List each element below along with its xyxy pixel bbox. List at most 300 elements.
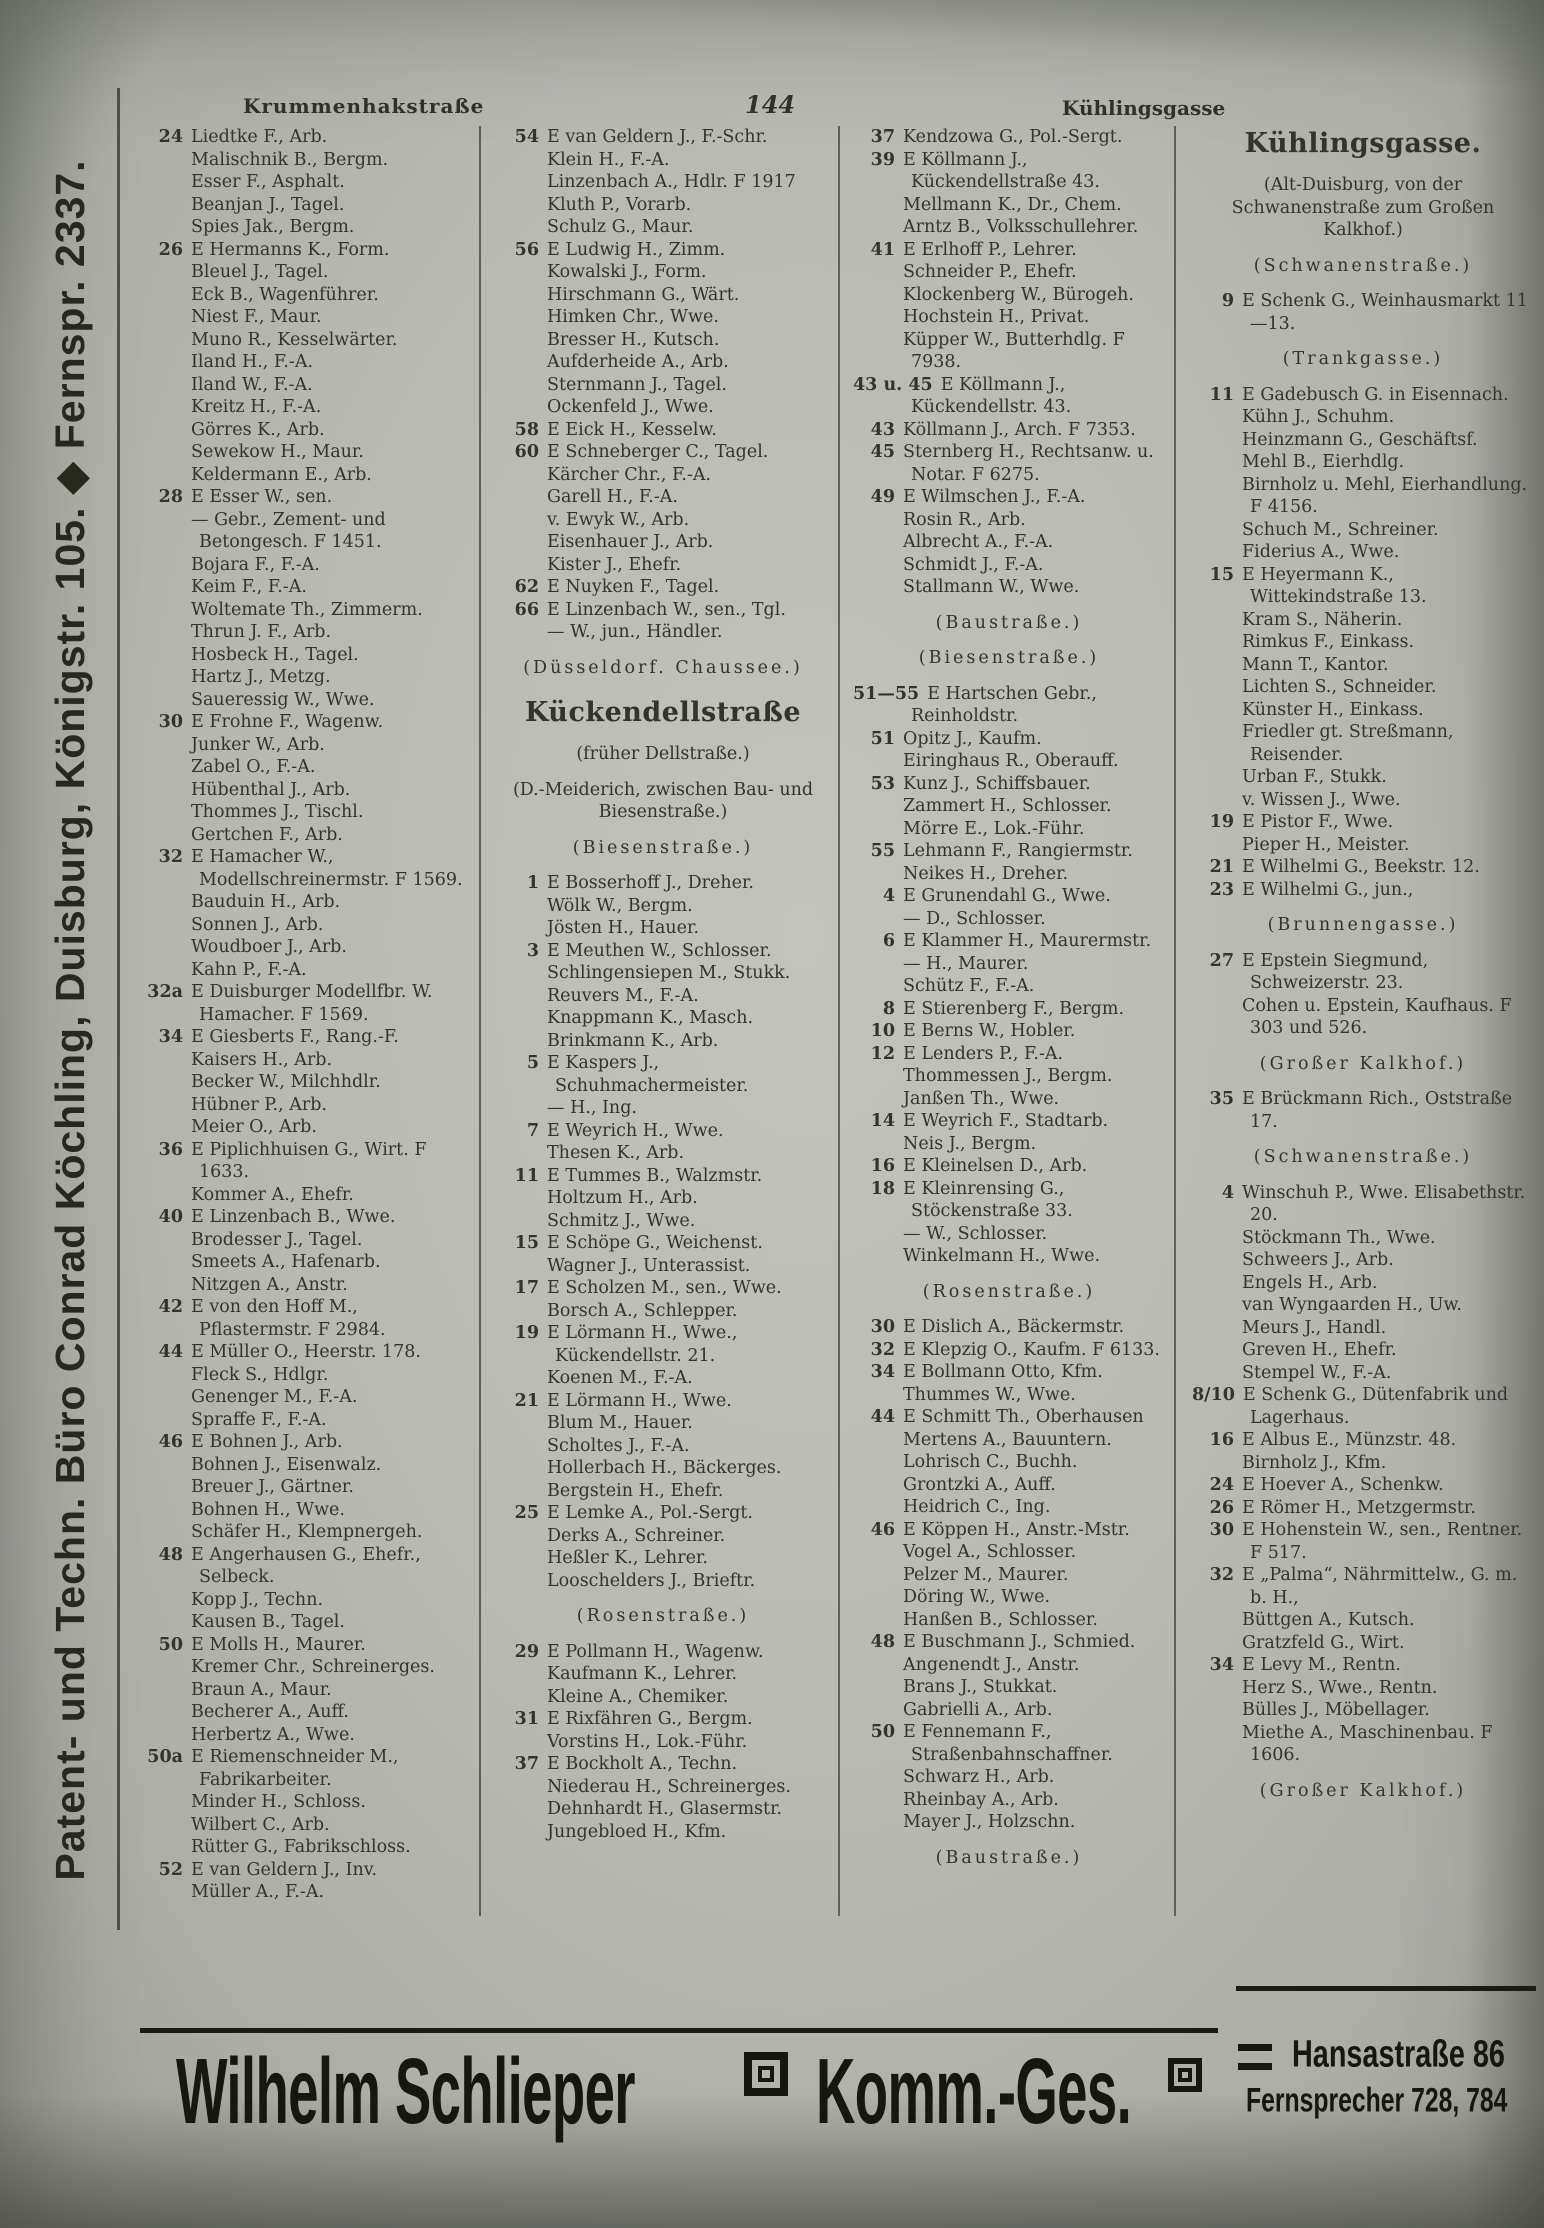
directory-entry — [1192, 384, 1534, 407]
left-margin-ad-text: Patent- und Techn. Büro Conrad Köchling, Duisburg, Königstr. 105. ◆ Fernspr. 2337. — [47, 159, 93, 1881]
entry-text: E Hohenstein W., sen., Rentner. F 517. — [1242, 1520, 1523, 1563]
house-number: 56 — [514, 239, 539, 260]
directory-entry — [853, 750, 1165, 773]
directory-entry — [853, 554, 1165, 577]
directory-entry — [1192, 519, 1534, 542]
directory-entry — [141, 1634, 473, 1657]
house-number: 62 — [514, 577, 539, 597]
directory-entry — [853, 1245, 1165, 1268]
directory-entry — [141, 171, 473, 194]
entry-text: — H., Ing. — [547, 1098, 637, 1118]
entry-text: E Buschmann J., Schmied. — [903, 1632, 1136, 1652]
directory-entry — [853, 261, 1165, 284]
house-number: 32 — [1209, 1565, 1234, 1585]
house-number: 8 — [882, 998, 895, 1019]
house-number: 37 — [870, 127, 895, 147]
entry-text: Hübenthal J., Arb. — [191, 779, 351, 800]
entry-text: Künster H., Einkass. — [1242, 699, 1424, 720]
entry-text: Heidrich C., Ing. — [903, 1497, 1051, 1517]
house-number: 32 — [158, 847, 183, 867]
column-divider-1 — [479, 126, 481, 1916]
directory-entry — [1192, 564, 1534, 609]
entry-text: Beanjan J., Tagel. — [191, 194, 345, 215]
entry-text: Bojara F., F.-A. — [191, 554, 320, 575]
entry-text: Hübner P., Arb. — [191, 1094, 327, 1115]
directory-entry — [497, 554, 829, 577]
house-number: 24 — [1209, 1475, 1234, 1495]
house-number: 53 — [870, 773, 895, 794]
entry-text: Schlingensiepen M., Stukk. — [547, 963, 791, 983]
entry-text: Döring W., Wwe. — [903, 1587, 1051, 1607]
entry-text: Köllmann J., Arch. F 7353. — [903, 419, 1136, 440]
directory-entry — [1192, 721, 1534, 766]
directory-entry — [141, 1476, 473, 1499]
house-number: 24 — [158, 127, 183, 147]
entry-text: Eck B., Wagenführer. — [191, 284, 379, 305]
entry-text: Fleck S., Hdlgr. — [191, 1364, 329, 1385]
directory-entry — [497, 1007, 829, 1030]
directory-entry — [1192, 1384, 1534, 1429]
entry-text: Fiderius A., Wwe. — [1242, 542, 1400, 562]
house-number: 51 — [870, 728, 895, 749]
house-number: 19 — [514, 1323, 539, 1343]
house-number: 48 — [870, 1632, 895, 1652]
entry-text: Muno R., Kesselwärter. — [191, 329, 398, 350]
directory-entry — [853, 1065, 1165, 1088]
entry-text: Thummes W., Wwe. — [903, 1384, 1076, 1405]
directory-entry — [497, 1412, 829, 1435]
entry-text: Garell H., F.-A. — [547, 487, 678, 507]
entry-text: v. Ewyk W., Arb. — [547, 509, 690, 530]
directory-entry — [141, 846, 473, 891]
entry-text: Grontzki A., Auff. — [903, 1474, 1056, 1495]
house-number: 34 — [1209, 1655, 1234, 1675]
directory-entry — [853, 1339, 1165, 1362]
column-divider-3 — [1174, 126, 1176, 1916]
directory-entry — [141, 464, 473, 487]
directory-entry — [141, 1094, 473, 1117]
directory-entry — [141, 1071, 473, 1094]
entry-text: Miethe A., Maschinenbau. F 1606. — [1242, 1722, 1493, 1765]
directory-entry — [853, 885, 1165, 908]
entry-text: Bülles J., Möbellager. — [1242, 1700, 1430, 1720]
house-number: 35 — [1209, 1089, 1234, 1109]
directory-entry — [141, 1881, 473, 1904]
directory-entry — [853, 329, 1165, 374]
house-number: 36 — [158, 1139, 183, 1160]
entry-text: E Klepzig O., Kaufm. F 6133. — [903, 1339, 1160, 1360]
directory-entry — [141, 554, 473, 577]
entry-text: E Riemenschneider M., Fabrikarbeiter. — [191, 1747, 399, 1790]
entry-text: Becherer A., Auff. — [191, 1702, 349, 1722]
entry-text: Woudboer J., Arb. — [191, 937, 347, 957]
entry-text: Hochstein H., Privat. — [903, 307, 1090, 327]
house-number: 12 — [870, 1043, 895, 1064]
directory-entry — [853, 1316, 1165, 1339]
entry-text: Greven H., Ehefr. — [1242, 1340, 1397, 1360]
entry-text: E Fennemann F., Straßenbahnschaffner. — [903, 1722, 1113, 1765]
entry-text: Kremer Chr., Schreinerges. — [191, 1657, 435, 1677]
directory-entry — [853, 840, 1165, 863]
entry-text: Niest F., Maur. — [191, 307, 322, 327]
entry-text: Schäfer H., Klempnergeh. — [191, 1522, 423, 1542]
house-number: 55 — [870, 841, 895, 861]
directory-entry — [497, 1708, 829, 1731]
directory-entry — [141, 1409, 473, 1432]
entry-text: Junker W., Arb. — [191, 734, 325, 755]
entry-text: Urban F., Stukk. — [1242, 767, 1387, 787]
directory-entry — [1192, 856, 1534, 879]
directory-entry — [1192, 631, 1534, 654]
entry-text: Hirschmann G., Wärt. — [547, 284, 740, 305]
directory-entry — [497, 1798, 829, 1821]
entry-text: Wagner J., Unterassist. — [547, 1255, 751, 1276]
entry-text: Iland H., F.-A. — [191, 352, 314, 372]
cross-street-note: (Düsseldorf. Chaussee.) — [523, 657, 803, 678]
directory-entry — [141, 306, 473, 329]
directory-entry — [141, 1184, 473, 1207]
entry-text: E Piplichhuisen G., Wirt. F 1633. — [191, 1139, 427, 1182]
directory-entry — [497, 374, 829, 397]
directory-entry — [1192, 406, 1534, 429]
directory-entry — [853, 419, 1165, 442]
entry-text: Stempel W., F.-A. — [1242, 1362, 1392, 1383]
entry-text: E Bosserhoff J., Dreher. — [547, 873, 754, 893]
entry-text: E Lörmann H., Wwe., Kückendellstr. 21. — [547, 1323, 738, 1366]
entry-text: Kühn J., Schuhm. — [1242, 407, 1395, 427]
entry-text: Schweers J., Arb. — [1242, 1250, 1394, 1270]
directory-entry — [497, 239, 829, 262]
directory-entry — [497, 1547, 829, 1570]
entry-text: Saueressig W., Wwe. — [191, 689, 375, 710]
entry-text: E Bockholt A., Techn. — [547, 1754, 738, 1774]
entry-text: Kendzowa G., Pol.-Sergt. — [903, 127, 1123, 147]
entry-text: Heinzmann G., Geschäftsf. — [1242, 429, 1478, 450]
directory-entry — [1192, 1654, 1534, 1677]
square-ornament-icon — [744, 2052, 788, 2096]
entry-text: Albrecht A., F.-A. — [903, 532, 1054, 552]
entry-text: E Wilhelmi G., Beekstr. 12. — [1242, 857, 1480, 877]
entry-text: E Klammer H., Maurermstr. — [903, 931, 1152, 951]
entry-text: Bleuel J., Tagel. — [191, 262, 329, 282]
directory-entry — [141, 1589, 473, 1612]
entry-text: Pieper H., Meister. — [1242, 834, 1410, 855]
house-number: 44 — [870, 1407, 895, 1427]
directory-entry — [141, 1116, 473, 1139]
directory-entry — [497, 1525, 829, 1548]
footer-ad-rule-right — [1236, 1986, 1536, 1991]
directory-entry — [141, 891, 473, 914]
directory-entry — [497, 985, 829, 1008]
entry-text: Hosbeck H., Tagel. — [191, 644, 359, 665]
directory-entry — [497, 261, 829, 284]
entry-text: E Hermanns K., Form. — [191, 239, 390, 260]
entry-text: Sewekow H., Maur. — [191, 442, 364, 462]
house-number: 26 — [1209, 1497, 1234, 1518]
directory-entry — [497, 1097, 829, 1120]
entry-text: Winkelmann H., Wwe. — [903, 1246, 1101, 1266]
square-ornament-inner — [758, 2066, 774, 2082]
directory-column-1 — [141, 126, 473, 1922]
directory-entry — [853, 576, 1165, 599]
entry-text: E Duisburger Modellfbr. W. Hamacher. F 1569. — [191, 982, 433, 1025]
directory-entry — [853, 908, 1165, 931]
directory-entry — [853, 795, 1165, 818]
house-number: 15 — [514, 1233, 539, 1253]
directory-entry — [853, 1789, 1165, 1812]
entry-text: E Esser W., sen. — [191, 487, 333, 507]
entry-text: Mayer J., Holzschn. — [903, 1812, 1076, 1832]
house-number: 52 — [158, 1859, 183, 1880]
directory-entry — [1192, 879, 1534, 902]
entry-text: Sternmann J., Tagel. — [547, 374, 727, 395]
directory-entry — [1192, 834, 1534, 857]
directory-entry — [853, 1361, 1165, 1384]
directory-entry — [497, 1255, 829, 1278]
directory-entry — [853, 1811, 1165, 1834]
directory-entry — [141, 1859, 473, 1882]
house-number: 32a — [147, 982, 183, 1002]
directory-entry — [1192, 1429, 1534, 1452]
directory-entry — [497, 149, 829, 172]
directory-entry — [497, 1753, 829, 1776]
entry-text: Stallmann W., Wwe. — [903, 577, 1080, 597]
directory-entry — [141, 914, 473, 937]
house-number: 30 — [870, 1317, 895, 1337]
entry-text: Meurs J., Handl. — [1242, 1317, 1387, 1338]
house-number: 10 — [870, 1021, 895, 1041]
entry-text: E Pollmann H., Wagenw. — [547, 1641, 764, 1662]
directory-entry — [1192, 811, 1534, 834]
entry-text: E Hartschen Gebr., Reinholdstr. — [911, 683, 1097, 726]
directory-entry — [141, 1341, 473, 1364]
cross-street-note: (Brunnengasse.) — [1267, 915, 1459, 935]
footer-ad-rule — [140, 2028, 1218, 2033]
entry-text: Braun A., Maur. — [191, 1679, 332, 1700]
entry-text: Kopp J., Techn. — [191, 1589, 324, 1610]
entry-text: Rheinbay A., Arb. — [903, 1789, 1059, 1810]
directory-entry — [497, 1776, 829, 1799]
house-number: 25 — [514, 1503, 539, 1523]
entry-text: E Wilmschen J., F.-A. — [903, 487, 1086, 507]
entry-text: Lichten S., Schneider. — [1242, 677, 1437, 697]
house-number: 17 — [514, 1278, 539, 1298]
entry-text: Genenger M., F.-A. — [191, 1387, 358, 1407]
directory-entry — [141, 734, 473, 757]
house-number: 34 — [870, 1362, 895, 1382]
house-number: 39 — [870, 149, 895, 170]
house-number: 4 — [882, 886, 895, 906]
entry-text: E Dislich A., Bäckermstr. — [903, 1317, 1125, 1337]
entry-text: Eisenhauer J., Arb. — [547, 532, 714, 552]
directory-entry — [141, 1206, 473, 1229]
entry-text: E Bohnen J., Arb. — [191, 1432, 343, 1452]
directory-entry — [853, 486, 1165, 509]
directory-entry — [141, 509, 473, 554]
directory-entry — [141, 374, 473, 397]
directory-entry — [497, 396, 829, 419]
house-number: 16 — [870, 1156, 895, 1176]
directory-entry — [1192, 1677, 1534, 1700]
entry-text: Holtzum H., Arb. — [547, 1188, 698, 1208]
house-number: 11 — [1209, 384, 1234, 405]
house-number: 29 — [514, 1641, 539, 1662]
directory-entry — [853, 194, 1165, 217]
entry-text: Kahn P., F.-A. — [191, 959, 307, 980]
entry-text: Thommessen J., Bergm. — [903, 1066, 1113, 1086]
house-number: 45 — [870, 442, 895, 462]
directory-entry — [1192, 1362, 1534, 1385]
house-number: 30 — [158, 712, 183, 732]
directory-entry — [497, 1142, 829, 1165]
entry-text: E Römer H., Metzgermstr. — [1242, 1497, 1476, 1518]
directory-entry — [853, 1178, 1165, 1223]
entry-text: Görres K., Arb. — [191, 419, 325, 440]
directory-entry — [141, 1139, 473, 1184]
entry-text: Winschuh P., Wwe. Elisabethstr. 20. — [1242, 1182, 1526, 1225]
page-number: 144 — [745, 90, 796, 119]
entry-text: Bohnen J., Eisenwalz. — [191, 1454, 382, 1475]
directory-column-2 — [497, 126, 829, 1922]
directory-entry — [853, 284, 1165, 307]
entry-text: E Eick H., Kesselw. — [547, 419, 717, 440]
entry-text: Bauduin H., Arb. — [191, 892, 341, 912]
entry-text: Jösten H., Hauer. — [547, 918, 700, 938]
directory-entry — [1192, 1182, 1534, 1227]
cross-street-note: (Schwanenstraße.) — [1253, 1147, 1473, 1167]
directory-entry — [497, 1641, 829, 1664]
directory-entry — [141, 1229, 473, 1252]
house-number: 49 — [870, 487, 895, 507]
house-number: 19 — [1209, 812, 1234, 832]
directory-entry — [1192, 1722, 1534, 1767]
entry-text: Kowalski J., Form. — [547, 262, 707, 282]
entry-text: E Erlhoff P., Lehrer. — [903, 239, 1077, 260]
directory-entry — [141, 936, 473, 959]
directory-entry — [497, 464, 829, 487]
directory-entry — [497, 1390, 829, 1413]
house-number: 26 — [158, 239, 183, 260]
entry-text: Iland W., F.-A. — [191, 374, 313, 395]
directory-entry — [141, 779, 473, 802]
entry-text: E Müller O., Heerstr. 178. — [191, 1342, 421, 1362]
directory-entry — [1192, 1272, 1534, 1295]
entry-text: v. Wissen J., Wwe. — [1242, 789, 1401, 810]
entry-text: E Linzenbach W., sen., Tgl. — [547, 599, 786, 620]
house-number: 44 — [158, 1342, 183, 1362]
directory-entry — [141, 599, 473, 622]
directory-entry — [1192, 1227, 1534, 1250]
entry-text: E Kaspers J., Schuhmachermeister. — [547, 1053, 749, 1096]
house-number: 34 — [158, 1027, 183, 1047]
directory-entry — [1192, 766, 1534, 789]
directory-entry — [853, 683, 1165, 728]
entry-text: Birnholz u. Mehl, Eierhandlung. F 4156. — [1242, 474, 1528, 517]
entry-text: Schütz F., F.-A. — [903, 976, 1035, 996]
directory-entry — [853, 930, 1165, 953]
directory-entry — [141, 1791, 473, 1814]
directory-entry — [141, 1296, 473, 1341]
entry-text: Spraffe F., F.-A. — [191, 1409, 327, 1430]
directory-entry — [141, 1679, 473, 1702]
entry-text: Kister J., Ehefr. — [547, 554, 682, 575]
directory-entry — [141, 1499, 473, 1522]
entry-text: E Lenders P., F.-A. — [903, 1043, 1064, 1064]
directory-entry — [853, 531, 1165, 554]
house-number: 15 — [1209, 564, 1234, 585]
entry-text: Neis J., Bergm. — [903, 1133, 1037, 1154]
directory-entry — [497, 1120, 829, 1143]
directory-entry — [497, 1300, 829, 1323]
house-number: 23 — [1209, 879, 1234, 900]
directory-entry — [853, 1564, 1165, 1587]
directory-entry — [141, 1274, 473, 1297]
entry-text: E Hamacher W., Modellschreinermstr. F 1569. — [191, 847, 463, 890]
directory-entry — [141, 1026, 473, 1049]
directory-entry — [1192, 950, 1534, 995]
directory-entry — [1192, 541, 1534, 564]
directory-entry — [1192, 609, 1534, 632]
directory-entry — [853, 1384, 1165, 1407]
house-number: 3 — [526, 940, 539, 961]
cross-street-note: (Schwanenstraße.) — [1253, 255, 1473, 276]
entry-text: Kommer A., Ehefr. — [191, 1184, 354, 1205]
directory-entry — [1192, 451, 1534, 474]
entry-text: E Angerhausen G., Ehefr., Selbeck. — [191, 1544, 421, 1587]
directory-entry — [141, 711, 473, 734]
entry-text: Schmitz J., Wwe. — [547, 1210, 696, 1231]
house-number: 7 — [526, 1120, 539, 1141]
directory-entry — [853, 509, 1165, 532]
entry-text: Kleine A., Chemiker. — [547, 1686, 729, 1707]
left-margin-ad — [28, 78, 112, 1962]
entry-text: Keim F., F.-A. — [191, 577, 307, 597]
entry-text: Schneider P., Ehefr. — [903, 262, 1077, 282]
header-left-street: Krummenhakstraße — [243, 94, 485, 118]
house-number: 21 — [514, 1390, 539, 1411]
directory-entry — [497, 1232, 829, 1255]
footer-ad-name: Wilhelm Schlieper — [176, 2039, 635, 2143]
house-number: 16 — [1209, 1430, 1234, 1450]
directory-entry — [141, 576, 473, 599]
house-number: 58 — [514, 419, 539, 440]
square-ornament-icon — [1168, 2058, 1202, 2092]
directory-entry — [141, 1454, 473, 1477]
house-number: 51—55 — [853, 683, 920, 704]
directory-entry — [1192, 1339, 1534, 1362]
entry-text: E Rixfähren G., Bergm. — [547, 1709, 753, 1729]
entry-text: Esser F., Asphalt. — [191, 172, 345, 192]
entry-text: Smeets A., Hafenarb. — [191, 1252, 381, 1272]
directory-entry — [853, 1223, 1165, 1246]
entry-text: E Grunendahl G., Wwe. — [903, 886, 1111, 906]
directory-entry — [853, 1110, 1165, 1133]
entry-text: Mellmann K., Dr., Chem. — [903, 194, 1122, 215]
directory-entry — [497, 509, 829, 532]
entry-text: Koenen M., F.-A. — [547, 1368, 693, 1388]
house-number: 54 — [514, 127, 539, 147]
directory-entry — [141, 666, 473, 689]
entry-text: E Schöpe G., Weichenst. — [547, 1233, 763, 1253]
entry-text: Rimkus F., Einkass. — [1242, 632, 1415, 652]
directory-entry — [853, 1654, 1165, 1677]
entry-text: Woltemate Th., Zimmerm. — [191, 599, 423, 620]
entry-text: E Stierenberg F., Bergm. — [903, 998, 1125, 1019]
entry-text: Meier O., Arb. — [191, 1117, 317, 1137]
directory-entry — [141, 1364, 473, 1387]
directory-entry — [497, 576, 829, 599]
directory-entry — [141, 959, 473, 982]
